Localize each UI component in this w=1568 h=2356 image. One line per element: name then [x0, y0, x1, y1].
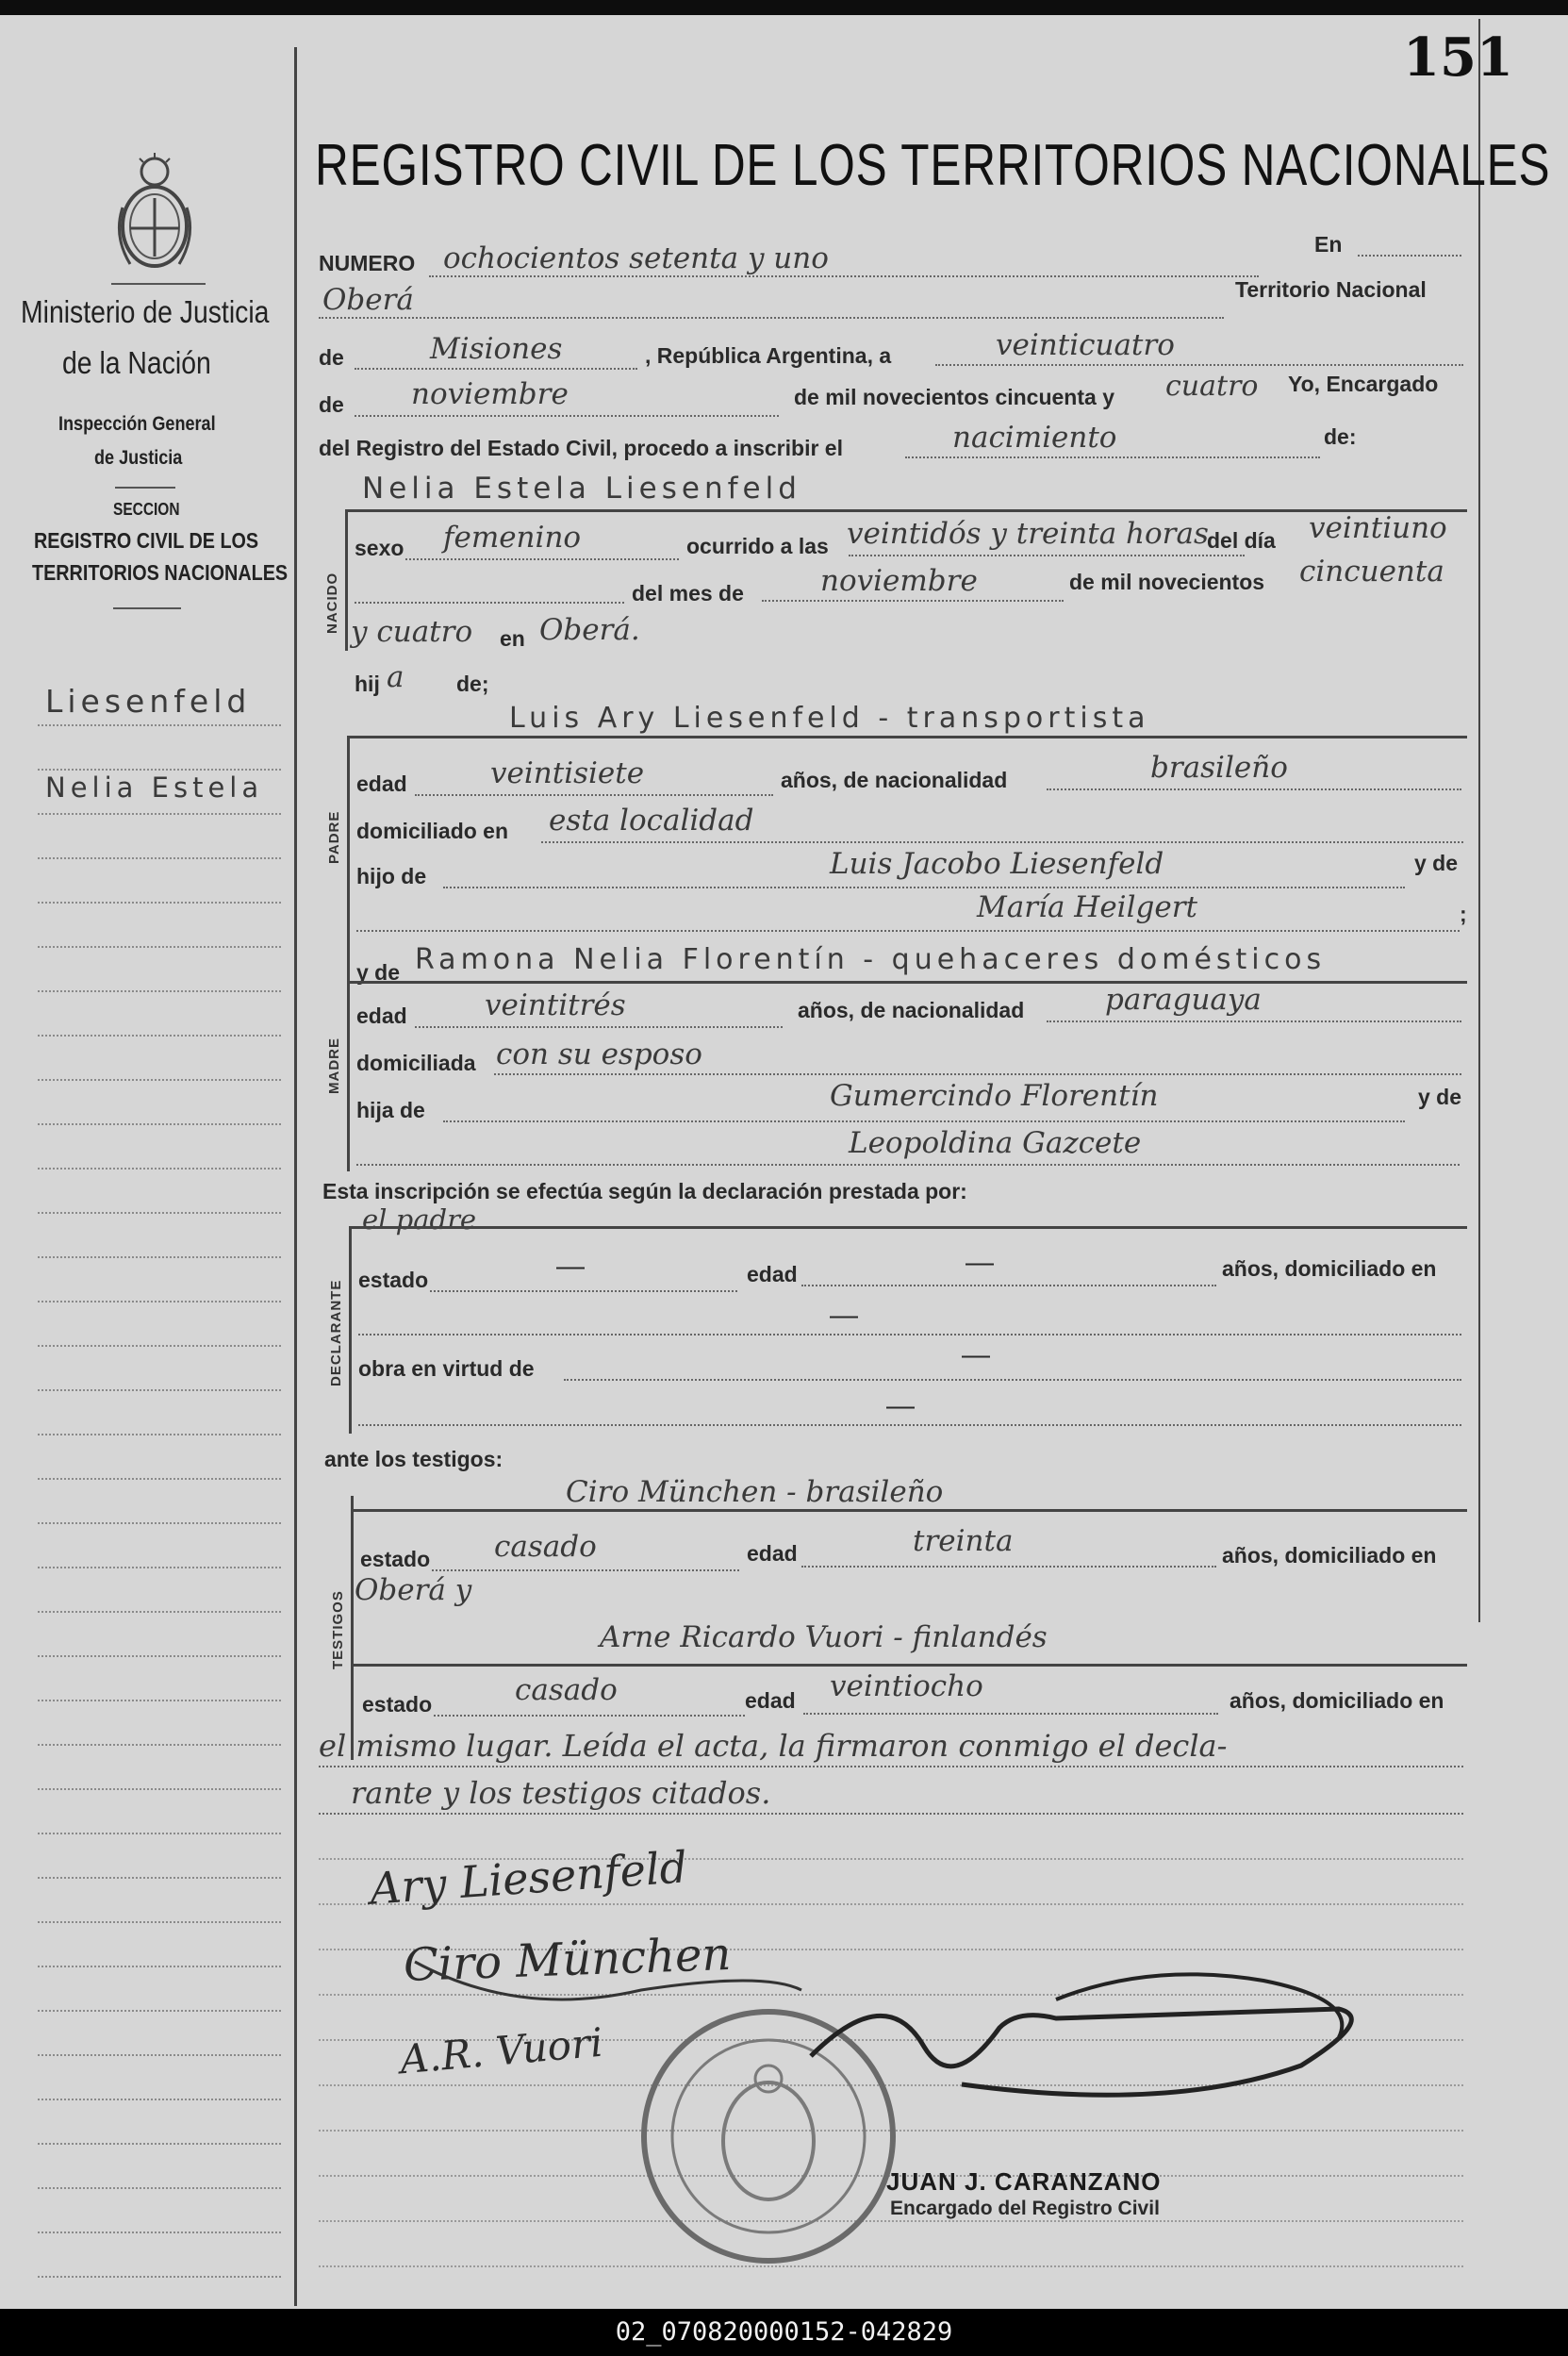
hij-value: a	[387, 660, 404, 694]
declarante-section-label: DECLARANTE	[328, 1279, 344, 1386]
section-rule	[113, 607, 181, 609]
declarante-obra-dash: —	[962, 1339, 990, 1370]
testigo2-estado-label: estado	[362, 1692, 433, 1717]
sidebar-ruled-line	[38, 724, 281, 726]
declarante-estado-line	[430, 1290, 737, 1292]
madre-parent2: Leopoldina Gazcete	[849, 1126, 1142, 1160]
de-label-nacido: de;	[456, 672, 489, 696]
sidebar-ruled-line	[38, 769, 281, 771]
place-value: Oberá	[322, 283, 414, 317]
sidebar-ruled-line	[38, 1700, 281, 1701]
signature-witness-1: Ciro München	[403, 1927, 733, 1993]
lugar-value: Oberá.	[539, 613, 640, 647]
testigo1-dom: Oberá y	[355, 1573, 472, 1607]
de-label-2: de	[319, 392, 344, 417]
sidebar-ruled-line	[38, 1168, 281, 1170]
sidebar-ruled-line	[38, 2054, 281, 2056]
madre-edad-line	[415, 1026, 783, 1028]
registro-label: del Registro del Estado Civil, procedo a inscribir el	[319, 436, 843, 460]
testigo2-edad: veintiocho	[830, 1669, 983, 1703]
sidebar-ruled-line	[38, 1123, 281, 1125]
declarante-estado-dash: —	[556, 1251, 585, 1282]
document-title: REGISTRO CIVIL DE LOS TERRITORIOS NACIONALES	[315, 133, 1551, 198]
registrar-title: Encargado del Registro Civil	[890, 2198, 1160, 2219]
sidebar-ruled-line	[38, 857, 281, 859]
mil-label: de mil novecientos	[1069, 570, 1265, 594]
madre-parent2-line	[356, 1164, 1460, 1166]
testigo1-estado-line	[432, 1569, 739, 1571]
testigos-top-rule	[351, 1509, 1467, 1512]
testigo1-edad: treinta	[913, 1524, 1014, 1558]
sexo-label: sexo	[355, 536, 404, 560]
en-label-nacido: en	[500, 626, 525, 651]
madre-nac-line	[1047, 1020, 1461, 1022]
sidebar-ruled-line	[38, 902, 281, 904]
sidebar-ruled-line	[38, 2099, 281, 2100]
testigo2-rule	[351, 1664, 1467, 1667]
madre-top-rule	[347, 981, 1467, 984]
padre-edad-line	[415, 794, 773, 796]
page-number: 151	[1403, 26, 1513, 89]
sidebar-ruled-line	[38, 1035, 281, 1037]
dia-value: veintiuno	[1309, 511, 1447, 545]
sexo-line	[405, 558, 679, 560]
declarante-top-rule	[349, 1226, 1467, 1229]
padre-nac-line	[1047, 788, 1461, 790]
mes-line	[762, 600, 1064, 602]
testigos-bracket	[351, 1496, 354, 1760]
declarante-obra-line	[564, 1379, 1461, 1381]
madre-edad-label: edad	[356, 1004, 407, 1028]
scan-top-border	[0, 0, 1568, 15]
territory-line	[355, 368, 637, 370]
sidebar-ruled-line	[38, 2143, 281, 2145]
scan-footer-id: 02_070820000152-042829	[0, 2309, 1568, 2356]
padre-section-label: PADRE	[326, 810, 342, 864]
sexo-value: femenino	[443, 521, 582, 555]
madre-hija-label: hija de	[356, 1098, 425, 1122]
closing-line-2-rule	[319, 1813, 1463, 1815]
sidebar-ruled-line	[38, 1079, 281, 1081]
nacido-blank-line	[355, 602, 624, 604]
sidebar-ruled-line	[38, 990, 281, 992]
madre-parent1: Gumercindo Florentín	[830, 1079, 1159, 1113]
testigo1-edad-label: edad	[747, 1541, 798, 1566]
padre-parent1: Luis Jacobo Liesenfeld	[830, 847, 1164, 881]
declarante-extra-line	[358, 1424, 1461, 1426]
testigo2-edad-label: edad	[745, 1688, 796, 1713]
testigo2-anos-label: años, domiciliado en	[1230, 1688, 1444, 1713]
padre-parent2: María Heilgert	[977, 890, 1197, 924]
right-margin-line	[1478, 19, 1480, 1622]
declarante-edad-dash: —	[966, 1247, 994, 1278]
sidebar-ruled-line	[38, 1389, 281, 1391]
sidebar-ruled-line	[38, 946, 281, 948]
padre-edad-value: veintisiete	[490, 756, 645, 790]
mes-value: noviembre	[820, 564, 978, 598]
sidebar-ruled-line	[38, 2010, 281, 2012]
declarante-dom-line	[358, 1334, 1461, 1336]
hora-value: veintidós y treinta horas	[847, 517, 1209, 551]
ministry-line-2: de la Nación	[62, 345, 211, 380]
closing-line-2: rante y los testigos citados.	[351, 1775, 771, 1811]
nacido-section-label: NACIDO	[324, 572, 340, 634]
signature-declarant: Ary Liesenfeld	[368, 1841, 689, 1915]
testigos-section-label: TESTIGOS	[330, 1590, 346, 1669]
closing-line-1-rule	[319, 1766, 1463, 1767]
section-name-1: REGISTRO CIVIL DE LOS	[34, 528, 259, 553]
madre-nac-value: paraguaya	[1105, 983, 1262, 1017]
anio-continued: y cuatro	[351, 615, 473, 649]
closing-line-1: el mismo lugar. Leída el acta, la firmaron conmigo el decla-	[319, 1728, 1228, 1764]
sidebar-ruled-line	[38, 1833, 281, 1834]
testigo2-edad-line	[803, 1713, 1218, 1715]
testigo2-estado-line	[434, 1715, 745, 1717]
declarante-dom-dash: —	[830, 1300, 858, 1331]
day-line	[935, 364, 1463, 366]
nacido-top-rule	[345, 509, 1467, 512]
padre-hijo-label: hijo de	[356, 864, 427, 888]
month-line	[355, 415, 779, 417]
testigo2-name: Arne Ricardo Vuori - finlandés	[600, 1620, 1048, 1654]
madre-yde-label-2: y de	[1418, 1085, 1462, 1109]
act-line	[905, 456, 1320, 458]
madre-section-label: MADRE	[326, 1037, 342, 1094]
madre-bracket	[347, 953, 350, 1171]
coat-of-arms-icon	[111, 151, 198, 275]
territorio-label: Territorio Nacional	[1235, 277, 1427, 302]
section-label: SECCION	[113, 500, 180, 519]
sidebar-ruled-line	[38, 2276, 281, 2278]
sidebar-title-rule	[111, 283, 206, 285]
hora-line	[849, 555, 1245, 556]
territory-value: Misiones	[430, 332, 563, 366]
madre-name: Ramona Nelia Florentín - quehaceres domésticos	[415, 943, 1327, 976]
madre-parent1-line	[443, 1120, 1405, 1122]
padre-name: Luis Ary Liesenfeld - transportista	[509, 702, 1150, 735]
signature-witness-2: A.R. Vuori	[398, 2018, 605, 2083]
del-dia-label: del día	[1207, 528, 1276, 553]
sidebar-ruled-line	[38, 1655, 281, 1657]
place-line	[319, 317, 1224, 319]
sidebar-ruled-line	[38, 1478, 281, 1480]
month-value: noviembre	[411, 377, 569, 411]
nacido-bracket	[345, 509, 348, 651]
sidebar-ruled-line	[38, 1921, 281, 1923]
testigo1-edad-line	[801, 1566, 1216, 1568]
sidebar-ruled-line	[38, 1345, 281, 1347]
padre-yde-label: y de	[1414, 851, 1459, 875]
sidebar-ruled-line	[38, 2187, 281, 2189]
sidebar-ruled-line	[38, 1744, 281, 1746]
padre-dom-label: domiciliado en	[356, 819, 509, 843]
testigo1-name: Ciro München - brasileño	[566, 1475, 944, 1509]
sidebar-ruled-line	[38, 1301, 281, 1302]
sidebar-ruled-line	[38, 1522, 281, 1524]
padre-nac-label: años, de nacionalidad	[781, 768, 1008, 792]
padre-semicolon: ;	[1460, 902, 1467, 926]
anio-value: cincuenta	[1299, 555, 1444, 589]
del-mes-label: del mes de	[632, 581, 744, 606]
sidebar-ruled-line	[38, 1434, 281, 1435]
sidebar-ruled-line	[38, 1212, 281, 1214]
madre-dom-label: domiciliada	[356, 1051, 476, 1075]
sidebar-ruled-line	[38, 1567, 281, 1568]
declarante-anos-label: años, domiciliado en	[1222, 1256, 1437, 1281]
sidebar-ruled-line	[38, 1788, 281, 1790]
sidebar-ruled-line	[38, 1877, 281, 1879]
madre-edad-value: veintitrés	[485, 988, 626, 1022]
inspection-line-1: Inspección General	[58, 413, 216, 435]
declarante-bracket	[349, 1226, 352, 1434]
en-line	[1358, 255, 1461, 257]
nacido-name: Nelia Estela Liesenfeld	[362, 472, 801, 506]
sidebar-ruled-line	[38, 1966, 281, 1967]
hij-label: hij	[355, 672, 380, 696]
padre-top-rule	[347, 736, 1467, 738]
margin-surname: Liesenfeld	[45, 683, 252, 720]
registrar-name: JUAN J. CARANZANO	[886, 2167, 1162, 2196]
padre-parent1-line	[443, 887, 1405, 888]
ministry-line-1: Ministerio de Justicia	[21, 294, 270, 329]
declarante-edad-label: edad	[747, 1262, 798, 1286]
yo-label: Yo, Encargado	[1288, 372, 1439, 396]
testigo1-estado-label: estado	[360, 1547, 431, 1571]
de-label: de	[319, 345, 344, 370]
sidebar-ruled-line	[38, 1611, 281, 1613]
day-value: veinticuatro	[996, 328, 1175, 362]
padre-dom-line	[541, 841, 1463, 843]
declarante-obra-label: obra en virtud de	[358, 1356, 535, 1381]
margin-given-names: Nelia Estela	[45, 772, 264, 804]
registrar-signature-icon	[773, 1943, 1395, 2132]
sidebar-ruled-line	[38, 1256, 281, 1258]
testigo1-estado: casado	[494, 1530, 597, 1564]
padre-dom-value: esta localidad	[549, 804, 754, 838]
declarante-edad-line	[801, 1285, 1216, 1286]
inspection-line-2: de Justicia	[94, 447, 183, 469]
de-colon-label: de:	[1324, 424, 1357, 449]
padre-parent2-line	[356, 930, 1460, 932]
year-label: de mil novecientos cincuenta y	[794, 385, 1114, 409]
madre-nac-label: años, de nacionalidad	[798, 998, 1025, 1022]
inspection-rule	[115, 487, 175, 489]
padre-nac-value: brasileño	[1150, 751, 1288, 785]
declarante-intro: Esta inscripción se efectúa según la declaración prestada por:	[322, 1179, 967, 1203]
testigo1-anos-label: años, domiciliado en	[1222, 1543, 1437, 1568]
numero-line	[429, 275, 1259, 277]
act-value: nacimiento	[952, 421, 1117, 455]
declarante-extra-dash: —	[886, 1390, 915, 1421]
testigo2-estado: casado	[515, 1673, 618, 1707]
testigos-intro: ante los testigos:	[324, 1447, 503, 1471]
year-value: cuatro	[1165, 370, 1259, 403]
section-name-2: TERRITORIOS NACIONALES	[32, 560, 289, 585]
declarante-value: el padre	[362, 1203, 477, 1236]
numero-value: ochocientos setenta y uno	[443, 241, 829, 275]
madre-yde-label: y de	[356, 960, 401, 985]
ocurrido-label: ocurrido a las	[686, 534, 829, 558]
sidebar-ruled-line	[38, 813, 281, 815]
sidebar-ruled-line	[38, 2232, 281, 2233]
declarante-estado-label: estado	[358, 1268, 429, 1292]
sidebar-divider	[294, 47, 297, 2306]
padre-edad-label: edad	[356, 772, 407, 796]
republica-label: , República Argentina, a	[645, 343, 892, 368]
madre-dom-line	[494, 1073, 1461, 1075]
padre-bracket	[347, 736, 350, 953]
numero-label: NUMERO	[319, 251, 416, 275]
en-label: En	[1314, 232, 1343, 257]
madre-dom-value: con su esposo	[496, 1037, 702, 1071]
